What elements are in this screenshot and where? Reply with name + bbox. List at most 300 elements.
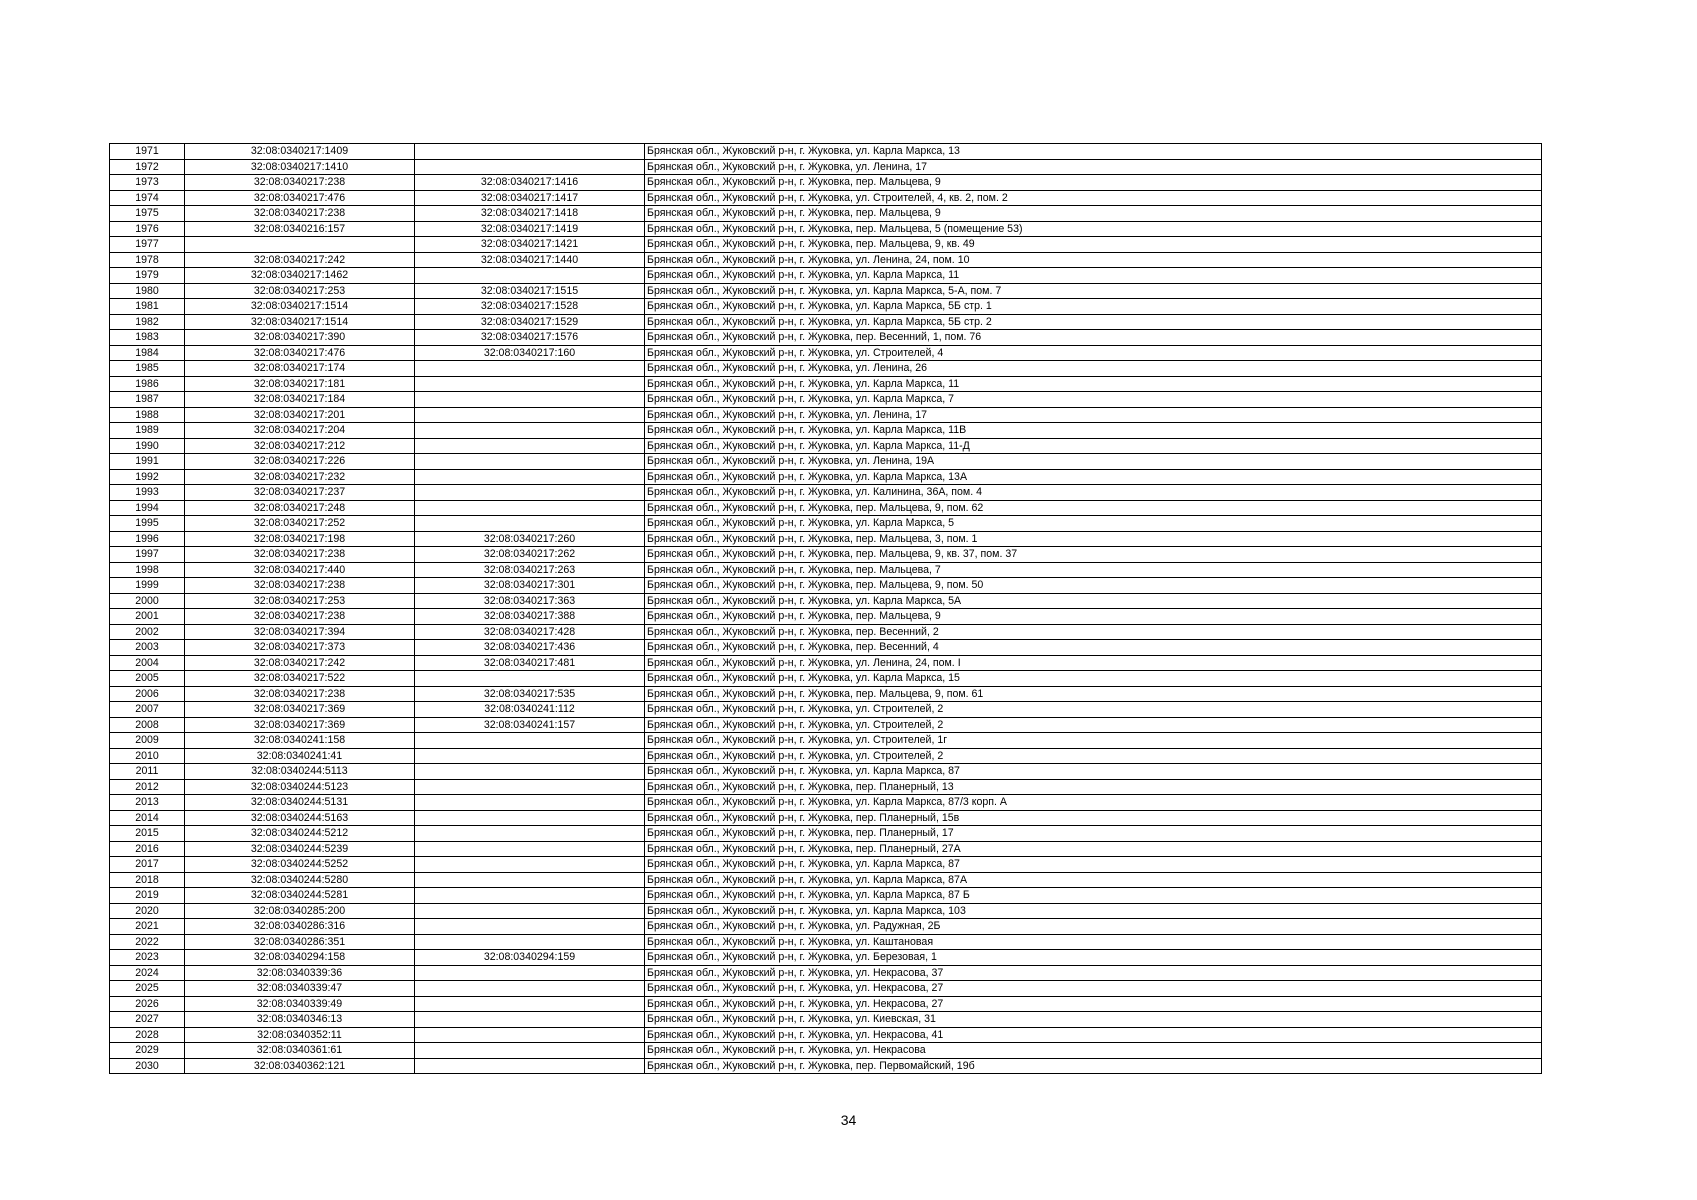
cadastral-number-cell: 32:08:0340217:237 [185, 485, 415, 501]
related-cadastral-number-cell: 32:08:0340241:112 [415, 702, 645, 718]
cadastral-number-cell: 32:08:0340241:158 [185, 733, 415, 749]
cadastral-number-cell: 32:08:0340244:5123 [185, 779, 415, 795]
address-cell: Брянская обл., Жуковский р-н, г. Жуковка, пер. Планерный, 17 [645, 826, 1542, 842]
address-cell: Брянская обл., Жуковский р-н, г. Жуковка, ул. Карла Маркса, 5 [645, 516, 1542, 532]
cadastral-number-cell: 32:08:0340217:1410 [185, 159, 415, 175]
table-row [110, 345, 1542, 361]
address-cell: Брянская обл., Жуковский р-н, г. Жуковка, пер. Весенний, 1, пом. 76 [645, 330, 1542, 346]
address-cell: Брянская обл., Жуковский р-н, г. Жуковка, ул. Ленина, 24, пом. 10 [645, 252, 1542, 268]
table-body [110, 144, 1542, 1074]
table-row [110, 392, 1542, 408]
address-cell: Брянская обл., Жуковский р-н, г. Жуковка, пер. Мальцева, 9, пом. 61 [645, 686, 1542, 702]
row-number-cell: 2003 [110, 640, 185, 656]
row-number-cell: 1996 [110, 531, 185, 547]
address-cell: Брянская обл., Жуковский р-н, г. Жуковка, ул. Карла Маркса, 87 [645, 857, 1542, 873]
row-number-cell: 1978 [110, 252, 185, 268]
table-row [110, 516, 1542, 532]
row-number-cell: 2024 [110, 965, 185, 981]
table-row [110, 826, 1542, 842]
row-number-cell: 2016 [110, 841, 185, 857]
related-cadastral-number-cell [415, 810, 645, 826]
row-number-cell: 1973 [110, 175, 185, 191]
address-cell: Брянская обл., Жуковский р-н, г. Жуковка, ул. Карла Маркса, 103 [645, 903, 1542, 919]
cadastral-number-cell: 32:08:0340217:440 [185, 562, 415, 578]
related-cadastral-number-cell [415, 888, 645, 904]
related-cadastral-number-cell: 32:08:0340217:1416 [415, 175, 645, 191]
related-cadastral-number-cell: 32:08:0340241:157 [415, 717, 645, 733]
address-cell: Брянская обл., Жуковский р-н, г. Жуковка, ул. Карла Маркса, 5Б стр. 2 [645, 314, 1542, 330]
address-cell: Брянская обл., Жуковский р-н, г. Жуковка, ул. Карла Маркса, 87 Б [645, 888, 1542, 904]
address-cell: Брянская обл., Жуковский р-н, г. Жуковка, ул. Карла Маркса, 11 [645, 376, 1542, 392]
table-row [110, 795, 1542, 811]
row-number-cell: 1988 [110, 407, 185, 423]
related-cadastral-number-cell [415, 996, 645, 1012]
table-row [110, 438, 1542, 454]
address-cell: Брянская обл., Жуковский р-н, г. Жуковка, ул. Строителей, 4, кв. 2, пом. 2 [645, 190, 1542, 206]
related-cadastral-number-cell [415, 733, 645, 749]
related-cadastral-number-cell [415, 934, 645, 950]
related-cadastral-number-cell [415, 965, 645, 981]
table-row [110, 934, 1542, 950]
row-number-cell: 2026 [110, 996, 185, 1012]
address-cell: Брянская обл., Жуковский р-н, г. Жуковка, пер. Планерный, 13 [645, 779, 1542, 795]
table-row [110, 361, 1542, 377]
cadastral-number-cell: 32:08:0340217:238 [185, 609, 415, 625]
table-row [110, 175, 1542, 191]
row-number-cell: 2013 [110, 795, 185, 811]
cadastral-number-cell: 32:08:0340294:158 [185, 950, 415, 966]
row-number-cell: 2011 [110, 764, 185, 780]
cadastral-number-cell: 32:08:0340244:5252 [185, 857, 415, 873]
address-cell: Брянская обл., Жуковский р-н, г. Жуковка, ул. Некрасова, 27 [645, 981, 1542, 997]
cadastral-number-cell: 32:08:0340217:212 [185, 438, 415, 454]
table-row [110, 268, 1542, 284]
row-number-cell: 1985 [110, 361, 185, 377]
row-number-cell: 1984 [110, 345, 185, 361]
address-cell: Брянская обл., Жуковский р-н, г. Жуковка, ул. Некрасова, 41 [645, 1027, 1542, 1043]
address-cell: Брянская обл., Жуковский р-н, г. Жуковка, ул. Карла Маркса, 5-А, пом. 7 [645, 283, 1542, 299]
row-number-cell: 1990 [110, 438, 185, 454]
address-cell: Брянская обл., Жуковский р-н, г. Жуковка, ул. Карла Маркса, 11-Д [645, 438, 1542, 454]
cadastral-number-cell: 32:08:0340217:238 [185, 547, 415, 563]
address-cell: Брянская обл., Жуковский р-н, г. Жуковка, ул. Строителей, 2 [645, 717, 1542, 733]
address-cell: Брянская обл., Жуковский р-н, г. Жуковка, пер. Первомайский, 19б [645, 1058, 1542, 1074]
cadastral-number-cell [185, 237, 415, 253]
related-cadastral-number-cell [415, 1043, 645, 1059]
related-cadastral-number-cell [415, 438, 645, 454]
cadastral-number-cell: 32:08:0340217:1462 [185, 268, 415, 284]
cadastral-number-cell: 32:08:0340244:5281 [185, 888, 415, 904]
related-cadastral-number-cell [415, 469, 645, 485]
cadastral-number-cell: 32:08:0340217:1409 [185, 144, 415, 160]
address-cell: Брянская обл., Жуковский р-н, г. Жуковка, пер. Мальцева, 5 (помещение 53) [645, 221, 1542, 237]
table-row [110, 531, 1542, 547]
related-cadastral-number-cell: 32:08:0340217:1529 [415, 314, 645, 330]
row-number-cell: 1999 [110, 578, 185, 594]
table-row [110, 299, 1542, 315]
row-number-cell: 2010 [110, 748, 185, 764]
cadastral-number-cell: 32:08:0340217:476 [185, 190, 415, 206]
cadastral-number-cell: 32:08:0340352:11 [185, 1027, 415, 1043]
address-cell: Брянская обл., Жуковский р-н, г. Жуковка, ул. Строителей, 2 [645, 702, 1542, 718]
related-cadastral-number-cell [415, 361, 645, 377]
related-cadastral-number-cell [415, 826, 645, 842]
table-row [110, 283, 1542, 299]
row-number-cell: 1992 [110, 469, 185, 485]
cadastral-number-cell: 32:08:0340244:5280 [185, 872, 415, 888]
related-cadastral-number-cell [415, 500, 645, 516]
row-number-cell: 2006 [110, 686, 185, 702]
cadastral-number-cell: 32:08:0340217:181 [185, 376, 415, 392]
cadastral-number-cell: 32:08:0340362:121 [185, 1058, 415, 1074]
row-number-cell: 1976 [110, 221, 185, 237]
related-cadastral-number-cell [415, 748, 645, 764]
cadastral-number-cell: 32:08:0340217:238 [185, 686, 415, 702]
cadastral-number-cell: 32:08:0340217:242 [185, 655, 415, 671]
row-number-cell: 2030 [110, 1058, 185, 1074]
table-row [110, 407, 1542, 423]
row-number-cell: 1987 [110, 392, 185, 408]
related-cadastral-number-cell: 32:08:0340217:262 [415, 547, 645, 563]
address-cell: Брянская обл., Жуковский р-н, г. Жуковка, пер. Мальцева, 9 [645, 609, 1542, 625]
table-row [110, 423, 1542, 439]
related-cadastral-number-cell: 32:08:0340217:263 [415, 562, 645, 578]
address-cell: Брянская обл., Жуковский р-н, г. Жуковка, ул. Ленина, 24, пом. I [645, 655, 1542, 671]
cadastral-number-cell: 32:08:0340217:174 [185, 361, 415, 377]
related-cadastral-number-cell [415, 268, 645, 284]
address-cell: Брянская обл., Жуковский р-н, г. Жуковка, ул. Калинина, 36А, пом. 4 [645, 485, 1542, 501]
cadastral-number-cell: 32:08:0340285:200 [185, 903, 415, 919]
related-cadastral-number-cell: 32:08:0340217:1576 [415, 330, 645, 346]
table-row [110, 454, 1542, 470]
row-number-cell: 2012 [110, 779, 185, 795]
related-cadastral-number-cell: 32:08:0340217:1418 [415, 206, 645, 222]
row-number-cell: 1991 [110, 454, 185, 470]
table-row [110, 237, 1542, 253]
table-row [110, 144, 1542, 160]
related-cadastral-number-cell [415, 919, 645, 935]
row-number-cell: 2029 [110, 1043, 185, 1059]
related-cadastral-number-cell [415, 1027, 645, 1043]
cadastral-number-cell: 32:08:0340217:522 [185, 671, 415, 687]
row-number-cell: 1971 [110, 144, 185, 160]
table-row [110, 609, 1542, 625]
row-number-cell: 1972 [110, 159, 185, 175]
row-number-cell: 2023 [110, 950, 185, 966]
related-cadastral-number-cell [415, 144, 645, 160]
address-cell: Брянская обл., Жуковский р-н, г. Жуковка, пер. Мальцева, 9 [645, 175, 1542, 191]
related-cadastral-number-cell: 32:08:0340217:1417 [415, 190, 645, 206]
cadastral-number-cell: 32:08:0340217:242 [185, 252, 415, 268]
row-number-cell: 2022 [110, 934, 185, 950]
table-row [110, 330, 1542, 346]
row-number-cell: 2002 [110, 624, 185, 640]
address-cell: Брянская обл., Жуковский р-н, г. Жуковка, пер. Планерный, 27А [645, 841, 1542, 857]
table-row [110, 190, 1542, 206]
cadastral-number-cell: 32:08:0340339:36 [185, 965, 415, 981]
table-row [110, 578, 1542, 594]
address-cell: Брянская обл., Жуковский р-н, г. Жуковка, ул. Некрасова [645, 1043, 1542, 1059]
related-cadastral-number-cell [415, 764, 645, 780]
cadastral-number-cell: 32:08:0340217:232 [185, 469, 415, 485]
cadastral-number-cell: 32:08:0340339:49 [185, 996, 415, 1012]
related-cadastral-number-cell [415, 1058, 645, 1074]
cadastral-number-cell: 32:08:0340241:41 [185, 748, 415, 764]
row-number-cell: 1997 [110, 547, 185, 563]
address-cell: Брянская обл., Жуковский р-н, г. Жуковка, ул. Радужная, 2Б [645, 919, 1542, 935]
row-number-cell: 2001 [110, 609, 185, 625]
address-cell: Брянская обл., Жуковский р-н, г. Жуковка, ул. Каштановая [645, 934, 1542, 950]
cadastral-number-cell: 32:08:0340217:394 [185, 624, 415, 640]
row-number-cell: 1986 [110, 376, 185, 392]
address-cell: Брянская обл., Жуковский р-н, г. Жуковка, ул. Карла Маркса, 11В [645, 423, 1542, 439]
address-cell: Брянская обл., Жуковский р-н, г. Жуковка, ул. Карла Маркса, 13 [645, 144, 1542, 160]
address-cell: Брянская обл., Жуковский р-н, г. Жуковка, пер. Весенний, 2 [645, 624, 1542, 640]
cadastral-number-cell: 32:08:0340217:204 [185, 423, 415, 439]
table-row [110, 872, 1542, 888]
related-cadastral-number-cell: 32:08:0340217:428 [415, 624, 645, 640]
table-row [110, 469, 1542, 485]
row-number-cell: 1983 [110, 330, 185, 346]
related-cadastral-number-cell: 32:08:0340294:159 [415, 950, 645, 966]
row-number-cell: 2019 [110, 888, 185, 904]
address-cell: Брянская обл., Жуковский р-н, г. Жуковка, ул. Ленина, 17 [645, 159, 1542, 175]
address-cell: Брянская обл., Жуковский р-н, г. Жуковка, пер. Мальцева, 9, кв. 37, пом. 37 [645, 547, 1542, 563]
row-number-cell: 2018 [110, 872, 185, 888]
address-cell: Брянская обл., Жуковский р-н, г. Жуковка, ул. Березовая, 1 [645, 950, 1542, 966]
row-number-cell: 1982 [110, 314, 185, 330]
table-row [110, 779, 1542, 795]
related-cadastral-number-cell: 32:08:0340217:1528 [415, 299, 645, 315]
address-cell: Брянская обл., Жуковский р-н, г. Жуковка, ул. Строителей, 1г [645, 733, 1542, 749]
address-cell: Брянская обл., Жуковский р-н, г. Жуковка, ул. Некрасова, 27 [645, 996, 1542, 1012]
table-row [110, 965, 1542, 981]
row-number-cell: 2005 [110, 671, 185, 687]
related-cadastral-number-cell [415, 454, 645, 470]
cadastral-number-cell: 32:08:0340217:253 [185, 593, 415, 609]
table-row [110, 888, 1542, 904]
address-cell: Брянская обл., Жуковский р-н, г. Жуковка, ул. Карла Маркса, 11 [645, 268, 1542, 284]
table-row [110, 1027, 1542, 1043]
related-cadastral-number-cell [415, 779, 645, 795]
cadastral-number-cell: 32:08:0340217:1514 [185, 314, 415, 330]
address-cell: Брянская обл., Жуковский р-н, г. Жуковка, пер. Мальцева, 9 [645, 206, 1542, 222]
row-number-cell: 1994 [110, 500, 185, 516]
table-row [110, 221, 1542, 237]
table-row [110, 1058, 1542, 1074]
cadastral-number-cell: 32:08:0340217:238 [185, 206, 415, 222]
address-cell: Брянская обл., Жуковский р-н, г. Жуковка, пер. Мальцева, 7 [645, 562, 1542, 578]
row-number-cell: 1993 [110, 485, 185, 501]
cadastral-number-cell: 32:08:0340286:316 [185, 919, 415, 935]
address-cell: Брянская обл., Жуковский р-н, г. Жуковка, пер. Мальцева, 9, кв. 49 [645, 237, 1542, 253]
row-number-cell: 2028 [110, 1027, 185, 1043]
related-cadastral-number-cell [415, 857, 645, 873]
row-number-cell: 2007 [110, 702, 185, 718]
related-cadastral-number-cell [415, 872, 645, 888]
related-cadastral-number-cell: 32:08:0340217:436 [415, 640, 645, 656]
cadastral-number-cell: 32:08:0340217:373 [185, 640, 415, 656]
table-row [110, 919, 1542, 935]
table-row [110, 950, 1542, 966]
address-cell: Брянская обл., Жуковский р-н, г. Жуковка, ул. Карла Маркса, 13А [645, 469, 1542, 485]
cadastral-registry-table [109, 143, 1542, 1074]
address-cell: Брянская обл., Жуковский р-н, г. Жуковка, ул. Карла Маркса, 87 [645, 764, 1542, 780]
table-row [110, 547, 1542, 563]
table-row [110, 624, 1542, 640]
table-row [110, 764, 1542, 780]
row-number-cell: 1989 [110, 423, 185, 439]
row-number-cell: 1974 [110, 190, 185, 206]
related-cadastral-number-cell [415, 407, 645, 423]
cadastral-number-cell: 32:08:0340217:476 [185, 345, 415, 361]
cadastral-number-cell: 32:08:0340217:369 [185, 702, 415, 718]
address-cell: Брянская обл., Жуковский р-н, г. Жуковка, ул. Ленина, 26 [645, 361, 1542, 377]
cadastral-number-cell: 32:08:0340217:253 [185, 283, 415, 299]
row-number-cell: 1975 [110, 206, 185, 222]
address-cell: Брянская обл., Жуковский р-н, г. Жуковка, ул. Карла Маркса, 87/3 корп. А [645, 795, 1542, 811]
cadastral-number-cell: 32:08:0340217:369 [185, 717, 415, 733]
table-row [110, 376, 1542, 392]
row-number-cell: 1998 [110, 562, 185, 578]
table-row [110, 159, 1542, 175]
table-row [110, 485, 1542, 501]
related-cadastral-number-cell [415, 423, 645, 439]
table-row [110, 671, 1542, 687]
cadastral-number-cell: 32:08:0340217:252 [185, 516, 415, 532]
related-cadastral-number-cell [415, 841, 645, 857]
cadastral-number-cell: 32:08:0340217:238 [185, 175, 415, 191]
cadastral-number-cell: 32:08:0340217:238 [185, 578, 415, 594]
table-row [110, 810, 1542, 826]
row-number-cell: 2014 [110, 810, 185, 826]
related-cadastral-number-cell [415, 981, 645, 997]
cadastral-number-cell: 32:08:0340346:13 [185, 1012, 415, 1028]
row-number-cell: 2017 [110, 857, 185, 873]
address-cell: Брянская обл., Жуковский р-н, г. Жуковка, ул. Карла Маркса, 5Б стр. 1 [645, 299, 1542, 315]
related-cadastral-number-cell [415, 671, 645, 687]
address-cell: Брянская обл., Жуковский р-н, г. Жуковка, ул. Киевская, 31 [645, 1012, 1542, 1028]
table-row [110, 903, 1542, 919]
row-number-cell: 2027 [110, 1012, 185, 1028]
cadastral-number-cell: 32:08:0340217:1514 [185, 299, 415, 315]
table-row [110, 206, 1542, 222]
cadastral-number-cell: 32:08:0340339:47 [185, 981, 415, 997]
related-cadastral-number-cell: 32:08:0340217:1440 [415, 252, 645, 268]
table-row [110, 981, 1542, 997]
address-cell: Брянская обл., Жуковский р-н, г. Жуковка, ул. Карла Маркса, 5А [645, 593, 1542, 609]
cadastral-number-cell: 32:08:0340244:5113 [185, 764, 415, 780]
row-number-cell: 1977 [110, 237, 185, 253]
row-number-cell: 1995 [110, 516, 185, 532]
related-cadastral-number-cell [415, 376, 645, 392]
row-number-cell: 2020 [110, 903, 185, 919]
table-row [110, 655, 1542, 671]
row-number-cell: 2004 [110, 655, 185, 671]
row-number-cell: 2009 [110, 733, 185, 749]
row-number-cell: 2000 [110, 593, 185, 609]
table-row [110, 1043, 1542, 1059]
address-cell: Брянская обл., Жуковский р-н, г. Жуковка, ул. Ленина, 19А [645, 454, 1542, 470]
table-row [110, 717, 1542, 733]
cadastral-number-cell: 32:08:0340361:61 [185, 1043, 415, 1059]
cadastral-number-cell: 32:08:0340217:198 [185, 531, 415, 547]
cadastral-number-cell: 32:08:0340217:390 [185, 330, 415, 346]
table-row [110, 996, 1542, 1012]
related-cadastral-number-cell: 32:08:0340217:363 [415, 593, 645, 609]
table-row [110, 562, 1542, 578]
page-number: 34 [840, 1112, 857, 1128]
address-cell: Брянская обл., Жуковский р-н, г. Жуковка, пер. Мальцева, 3, пом. 1 [645, 531, 1542, 547]
table-row [110, 1012, 1542, 1028]
related-cadastral-number-cell: 32:08:0340217:1421 [415, 237, 645, 253]
row-number-cell: 1981 [110, 299, 185, 315]
address-cell: Брянская обл., Жуковский р-н, г. Жуковка, ул. Карла Маркса, 15 [645, 671, 1542, 687]
cadastral-number-cell: 32:08:0340244:5163 [185, 810, 415, 826]
address-cell: Брянская обл., Жуковский р-н, г. Жуковка, ул. Строителей, 4 [645, 345, 1542, 361]
address-cell: Брянская обл., Жуковский р-н, г. Жуковка, ул. Строителей, 2 [645, 748, 1542, 764]
address-cell: Брянская обл., Жуковский р-н, г. Жуковка, пер. Мальцева, 9, пом. 50 [645, 578, 1542, 594]
table-row [110, 314, 1542, 330]
cadastral-number-cell: 32:08:0340217:226 [185, 454, 415, 470]
cadastral-number-cell: 32:08:0340244:5131 [185, 795, 415, 811]
related-cadastral-number-cell: 32:08:0340217:535 [415, 686, 645, 702]
related-cadastral-number-cell: 32:08:0340217:301 [415, 578, 645, 594]
table-row [110, 500, 1542, 516]
row-number-cell: 2021 [110, 919, 185, 935]
row-number-cell: 1979 [110, 268, 185, 284]
related-cadastral-number-cell [415, 795, 645, 811]
row-number-cell: 2015 [110, 826, 185, 842]
address-cell: Брянская обл., Жуковский р-н, г. Жуковка, ул. Карла Маркса, 87А [645, 872, 1542, 888]
related-cadastral-number-cell: 32:08:0340217:1515 [415, 283, 645, 299]
address-cell: Брянская обл., Жуковский р-н, г. Жуковка, ул. Ленина, 17 [645, 407, 1542, 423]
cadastral-number-cell: 32:08:0340217:201 [185, 407, 415, 423]
cadastral-number-cell: 32:08:0340244:5239 [185, 841, 415, 857]
related-cadastral-number-cell: 32:08:0340217:481 [415, 655, 645, 671]
address-cell: Брянская обл., Жуковский р-н, г. Жуковка, ул. Некрасова, 37 [645, 965, 1542, 981]
table-row [110, 857, 1542, 873]
related-cadastral-number-cell: 32:08:0340217:260 [415, 531, 645, 547]
table-row [110, 686, 1542, 702]
table-row [110, 252, 1542, 268]
table-row [110, 702, 1542, 718]
address-cell: Брянская обл., Жуковский р-н, г. Жуковка, пер. Планерный, 15в [645, 810, 1542, 826]
related-cadastral-number-cell [415, 159, 645, 175]
cadastral-number-cell: 32:08:0340216:157 [185, 221, 415, 237]
cadastral-number-cell: 32:08:0340217:248 [185, 500, 415, 516]
related-cadastral-number-cell [415, 392, 645, 408]
address-cell: Брянская обл., Жуковский р-н, г. Жуковка, ул. Карла Маркса, 7 [645, 392, 1542, 408]
address-cell: Брянская обл., Жуковский р-н, г. Жуковка, пер. Весенний, 4 [645, 640, 1542, 656]
table-row [110, 748, 1542, 764]
related-cadastral-number-cell [415, 1012, 645, 1028]
related-cadastral-number-cell [415, 903, 645, 919]
related-cadastral-number-cell: 32:08:0340217:1419 [415, 221, 645, 237]
row-number-cell: 2025 [110, 981, 185, 997]
table-row [110, 640, 1542, 656]
related-cadastral-number-cell [415, 485, 645, 501]
related-cadastral-number-cell: 32:08:0340217:160 [415, 345, 645, 361]
cadastral-number-cell: 32:08:0340244:5212 [185, 826, 415, 842]
row-number-cell: 2008 [110, 717, 185, 733]
table-row [110, 733, 1542, 749]
cadastral-number-cell: 32:08:0340286:351 [185, 934, 415, 950]
table-row [110, 593, 1542, 609]
table-row [110, 841, 1542, 857]
row-number-cell: 1980 [110, 283, 185, 299]
related-cadastral-number-cell [415, 516, 645, 532]
